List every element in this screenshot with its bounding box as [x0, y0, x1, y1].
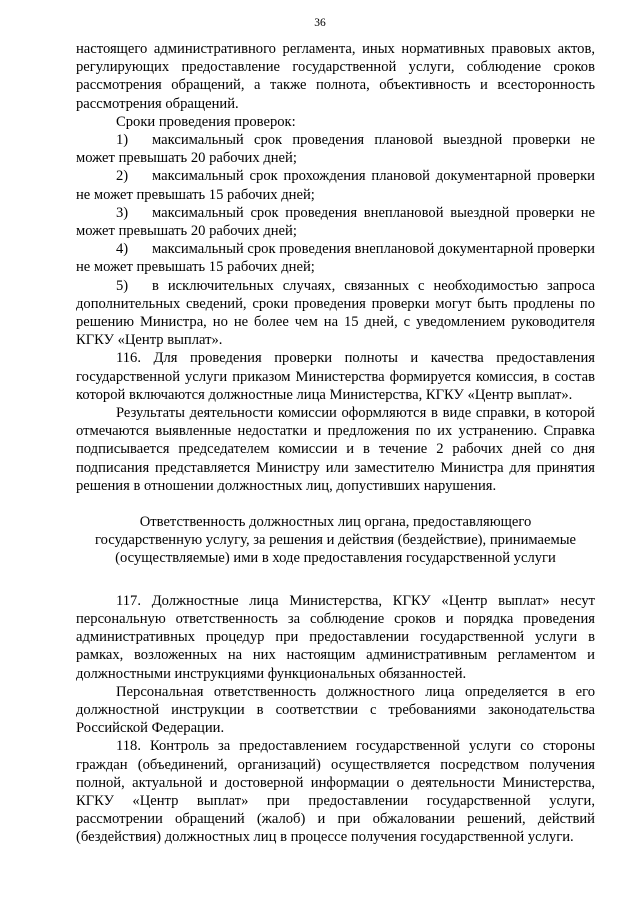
paragraph-commission-results: Результаты деятельности комиссии оформляются в виде справки, в которой отмечаются выявленные недостатки и предложения по их устранению. Справка подписывается председателем комиссии и в течение 2 рабочих дней со дня подписания представляется Министру или заместителю Министра для принятия решения в отношении должностных лиц, допустивших нарушения. [76, 405, 595, 494]
paragraph-personal-responsibility: Персональная ответственность должностного лица определяется в его должностной инструкции в соответствии с требованиями законодательства Российской Федерации. [76, 683, 595, 737]
list-item-text: максимальный срок прохождения плановой документарной проверки не может превышать 15 рабочих дней; [76, 168, 595, 203]
paragraph-117: 117. Должностные лица Министерства, КГКУ «Центр выплат» несут персональную ответственность за соблюдение сроков и порядка проведения административных процедур при предоставлении государственной услуги в рамках, возложенных на них настоящим административным регламентом и должностными инструкциями функциональных обязанностей. [76, 592, 595, 682]
list-item [76, 204, 595, 240]
list-item-text: в исключительных случаях, связанных с необходимостью запроса дополнительных сведений, сроки проведения проверки могут быть продлены по решению Министра, но не более чем на 15 дней, с уведомлением руководителя КГКУ «Центр выплат». [76, 277, 595, 349]
list-item [76, 167, 595, 203]
list-item-text: максимальный срок проведения плановой выездной проверки не может превышать 20 рабочих дней; [76, 132, 595, 167]
document-body [76, 40, 595, 847]
list-item [76, 277, 595, 350]
list-item-text: максимальный срок проведения внеплановой документарной проверки не может превышать 15 рабочих дней; [76, 241, 595, 276]
list-item [76, 240, 595, 276]
paragraph-118: 118. Контроль за предоставлением государственной услуги со стороны граждан (объединений, организаций) осуществляется посредством получения полной, актуальной и достоверной информации о деятельности Министерства, КГКУ «Центр выплат» при предоставлении государственной услуги, рассмотрении обращений (жалоб) и при обжаловании решений, действий (бездействия) должностных лиц в процессе получения государственной услуги. [76, 738, 595, 846]
list-item-number: 3) [116, 204, 129, 221]
page-number: 36 [314, 17, 326, 29]
paragraph-terms-intro: Сроки проведения проверок: [116, 113, 296, 130]
list-item [76, 131, 595, 167]
section-heading: Ответственность должностных лиц органа, предоставляющего государственную услугу, за решения и действия (бездействие), принимаемые (осуществляемые) ими в ходе предоставления государственной услуги [95, 514, 576, 567]
paragraph-continuation: настоящего административного регламента, иных нормативных правовых актов, регулирующих предоставление государственной услуги, соблюдение сроков рассмотрения обращений, а также полнота, объективность и всесторонность рассмотрения обращений. [76, 41, 595, 112]
list-item-number: 4) [116, 241, 129, 258]
list-item-number: 1) [116, 132, 129, 149]
list-item-number: 2) [116, 168, 129, 185]
list-item-text: максимальный срок проведения внеплановой выездной проверки не может превышать 20 рабочих дней; [76, 204, 595, 240]
list-item-number: 5) [116, 277, 129, 294]
paragraph-116: 116. Для проведения проверки полноты и качества предоставления государственной услуги приказом Министерства формируется комиссия, в состав которой включаются должностные лица Министерства, КГКУ «Центр выплат». [76, 350, 595, 403]
